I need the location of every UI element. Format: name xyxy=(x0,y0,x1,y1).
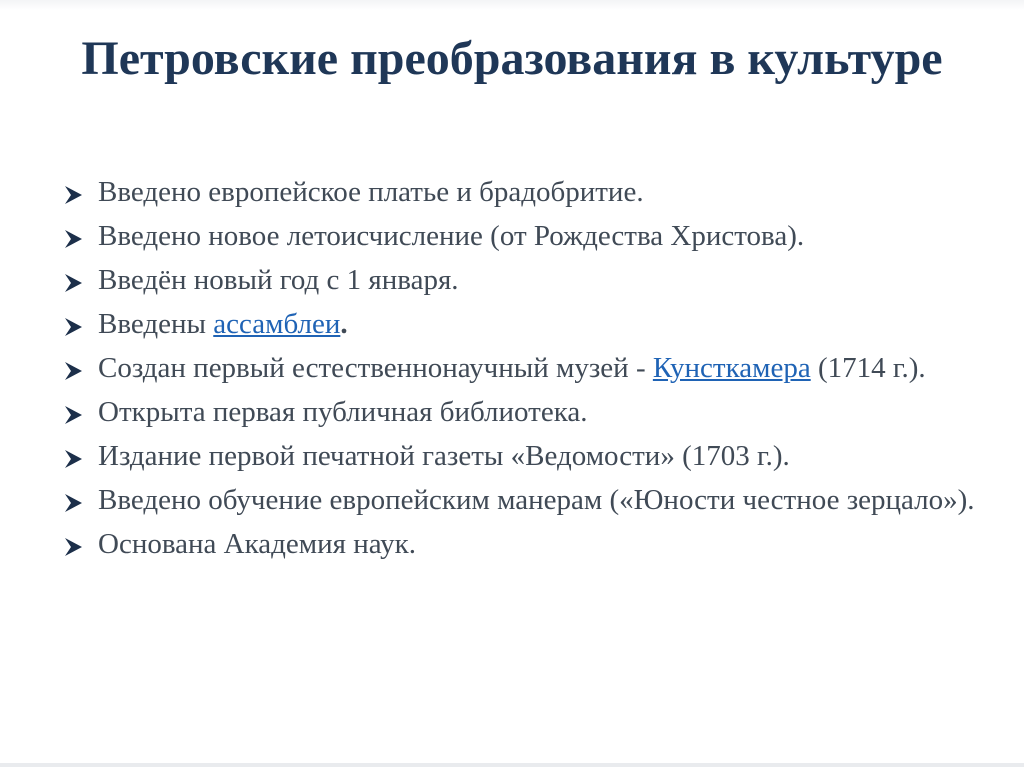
list-item xyxy=(60,352,980,384)
arrowhead-bullet-icon xyxy=(62,484,90,516)
arrowhead-bullet-icon xyxy=(62,528,90,560)
list-item-text: Издание первой печатной газеты «Ведомости» (1703 г.). xyxy=(98,440,790,472)
slide-bottom-border xyxy=(0,763,1024,767)
list-item-text: Открыта первая публичная библиотека. xyxy=(98,396,588,428)
list-item-text-before: Введены xyxy=(98,308,214,340)
arrowhead-bullet-icon xyxy=(62,220,90,252)
list-item-text-after: . xyxy=(340,308,348,340)
list-item-text-after: (1714 г.). xyxy=(810,352,926,384)
list-item xyxy=(60,440,980,472)
arrowhead-bullet-icon xyxy=(62,440,90,472)
list-item xyxy=(60,396,980,428)
arrowhead-bullet-icon xyxy=(62,352,90,384)
list-item xyxy=(60,220,980,252)
list-item-text: Введено обучение европейским манерам («Юности честное зерцало»). xyxy=(98,484,975,516)
kunstkamera-link[interactable]: Кунсткамера xyxy=(652,352,811,384)
bullet-list xyxy=(60,176,980,572)
list-item xyxy=(60,264,980,296)
slide-top-border xyxy=(0,0,1024,10)
assemblies-link[interactable]: ассамблеи xyxy=(213,308,341,340)
list-item xyxy=(60,308,980,340)
arrowhead-bullet-icon xyxy=(62,396,90,428)
arrowhead-bullet-icon xyxy=(62,176,90,208)
list-item xyxy=(60,176,980,208)
list-item-text: Введено европейское платье и брадобритие. xyxy=(98,176,644,208)
list-item-text: Введено новое летоисчисление (от Рождества Христова). xyxy=(98,220,805,252)
list-item-text-before: Создан первый естественнонаучный музей - xyxy=(98,352,653,384)
slide-title: Петровские преобразования в культуре xyxy=(81,32,943,85)
arrowhead-bullet-icon xyxy=(62,264,90,296)
arrowhead-bullet-icon xyxy=(62,308,90,340)
list-item-text: Основана Академия наук. xyxy=(98,528,416,560)
list-item-text: Введён новый год с 1 января. xyxy=(98,264,459,296)
list-item xyxy=(60,528,980,560)
list-item xyxy=(60,484,980,516)
